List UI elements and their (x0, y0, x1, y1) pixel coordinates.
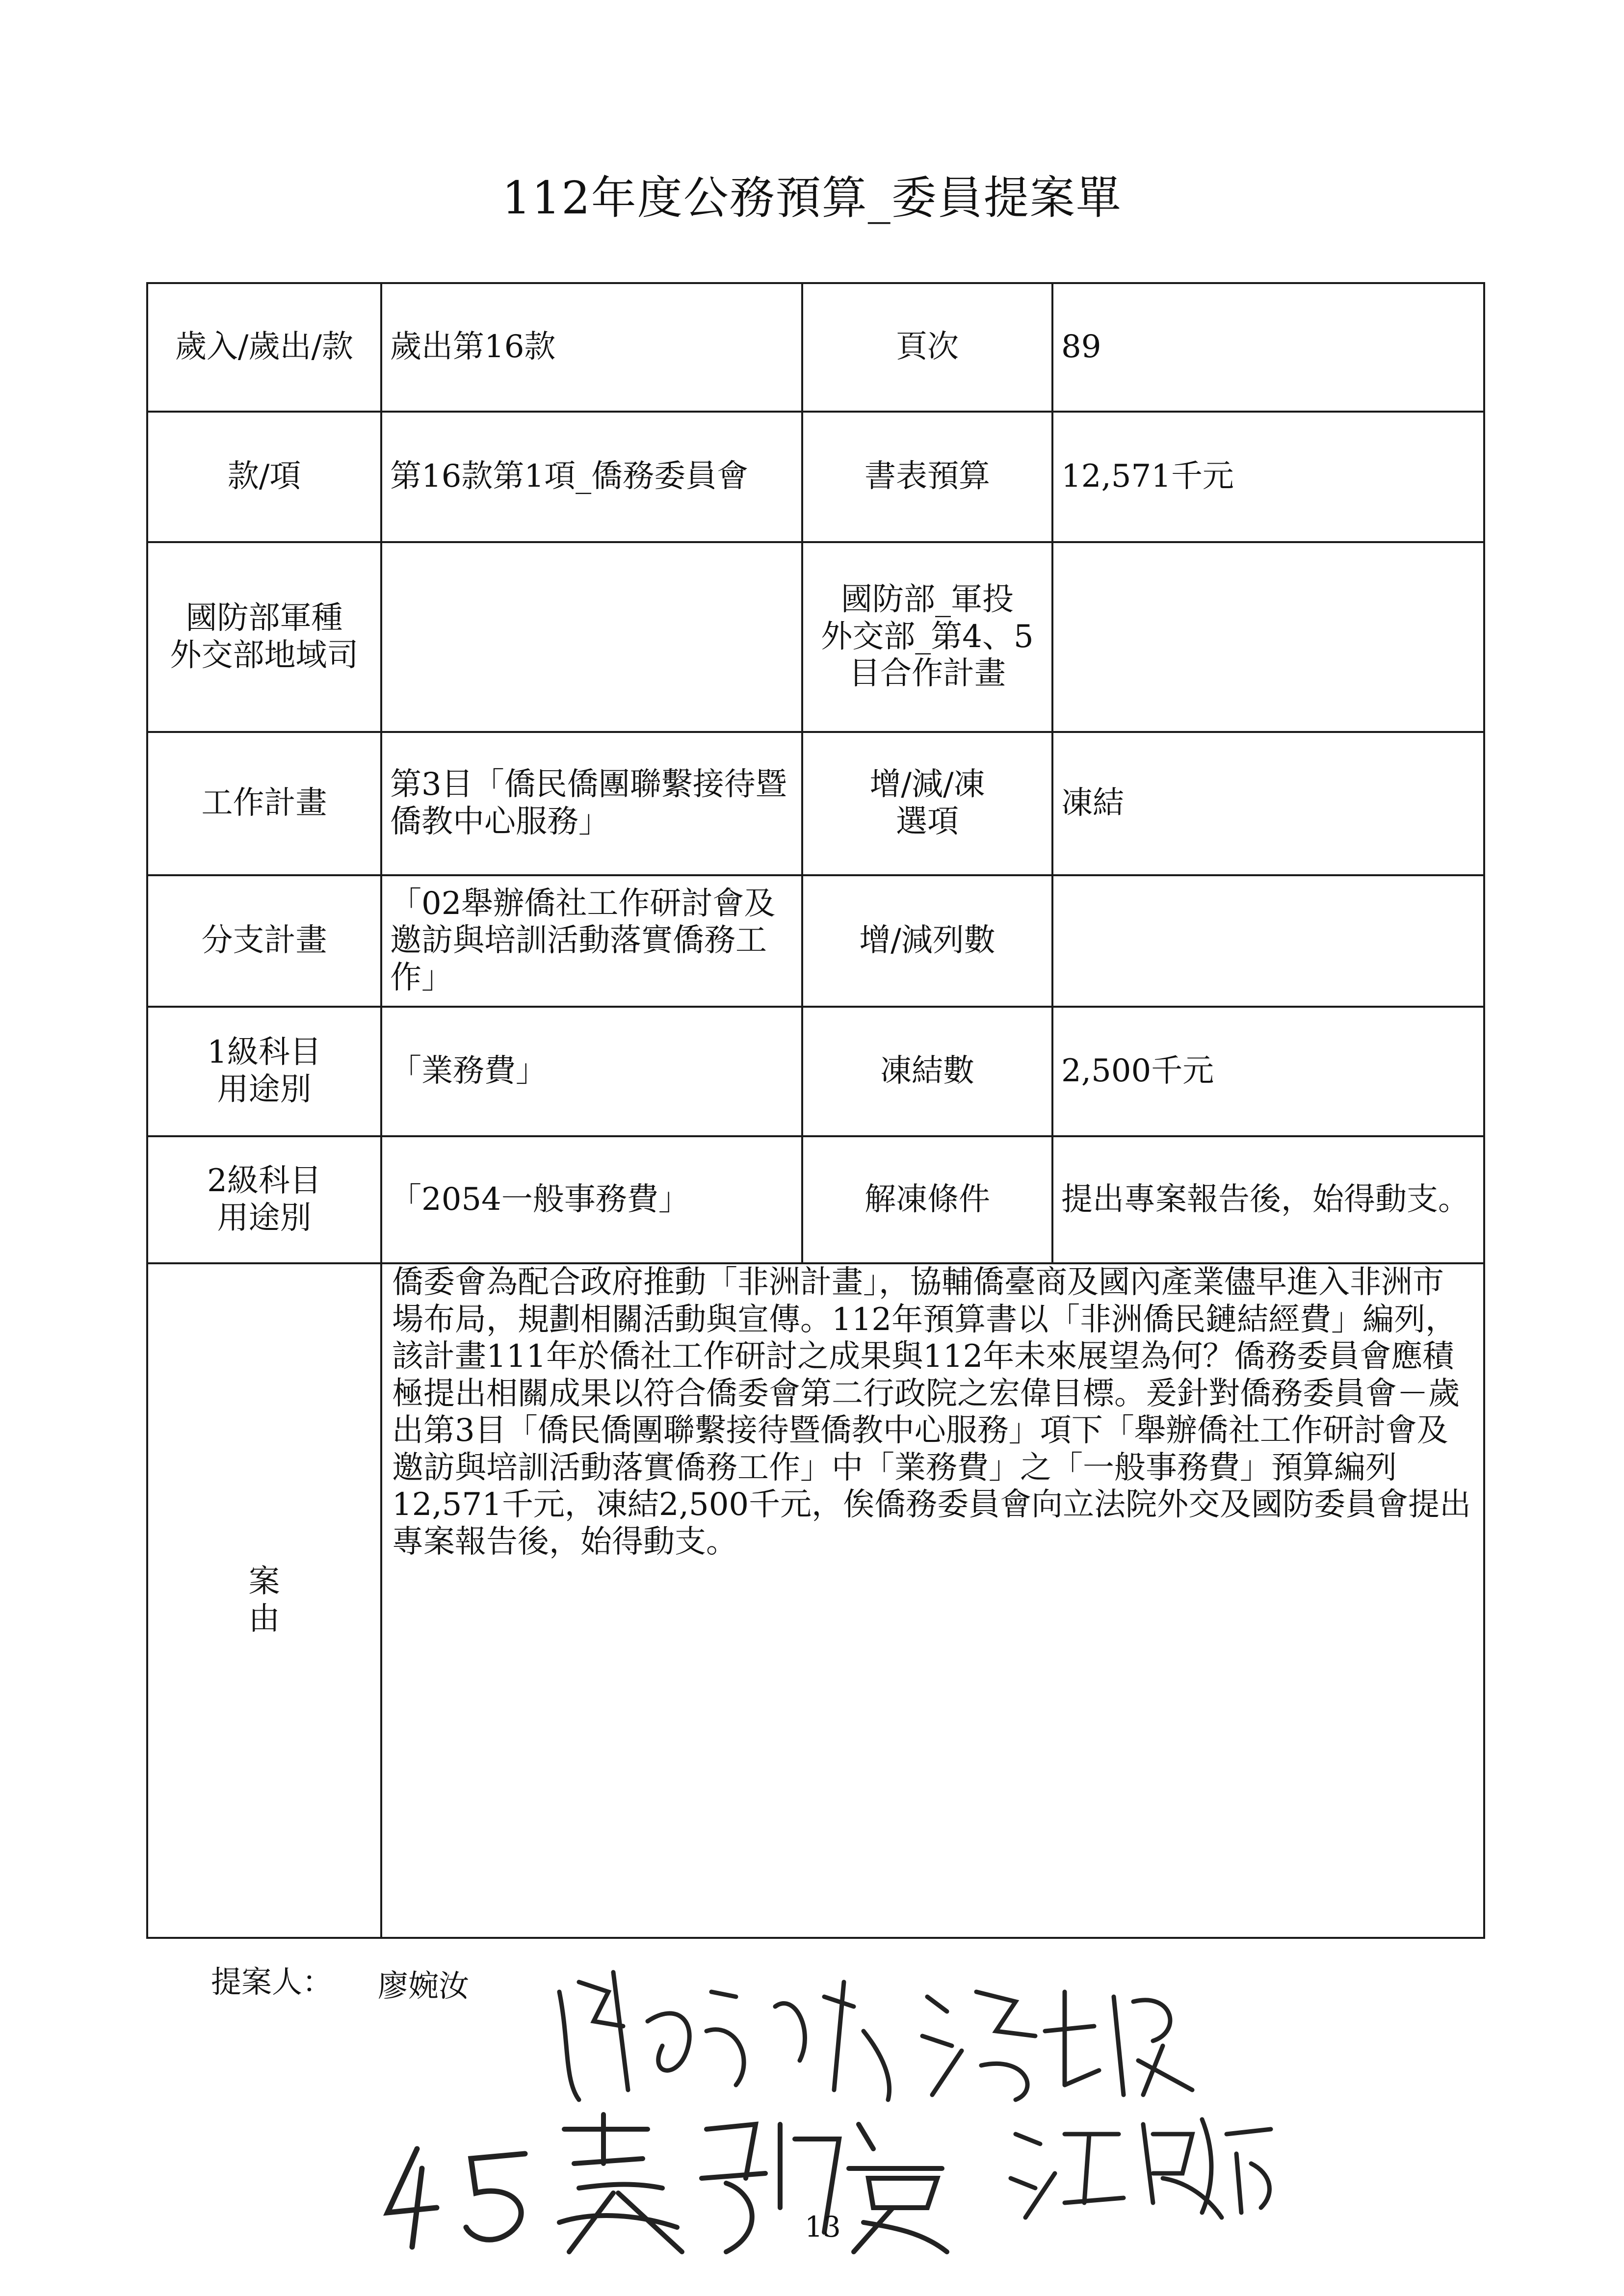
label-level2-item (147, 1136, 381, 1263)
signature-2 (917, 1972, 1202, 2105)
label-adjust-amount: 增/減列數 (802, 875, 1052, 1007)
label-level1-item (147, 1007, 381, 1136)
value-book-budget: 12,571千元 (1052, 412, 1484, 542)
value-work-plan: 第3目「僑民僑團聯繫接待暨僑教中心服務」 (381, 732, 802, 875)
value-level1-item: 「業務費」 (381, 1007, 802, 1136)
label-adjust-option (802, 732, 1052, 875)
signature-4 (1006, 2105, 1281, 2222)
value-frozen-amount: 2,500千元 (1052, 1007, 1484, 1136)
label-budget-type: 歲入/歲出/款 (147, 283, 381, 412)
label-line: 國防部_軍投 (841, 581, 1014, 618)
table-row (147, 283, 1484, 412)
signature-number (378, 2139, 554, 2252)
table-row (147, 1263, 1484, 1938)
value-military-region (381, 542, 802, 732)
table-row (147, 732, 1484, 875)
label-line: 外交部地域司 (170, 637, 359, 674)
value-budget-type: 歲出第16款 (381, 283, 802, 412)
value-level2-item: 「2054一般事務費」 (381, 1136, 802, 1263)
label-branch-plan: 分支計畫 (147, 875, 381, 1007)
label-reason: 案由 (147, 1263, 381, 1938)
value-section: 第16款第1項_僑務委員會 (381, 412, 802, 542)
label-work-plan: 工作計畫 (147, 732, 381, 875)
label-line: 1級科目 (207, 1034, 321, 1071)
table-row (147, 412, 1484, 542)
label-cooperation-plan (802, 542, 1052, 732)
value-branch-plan: 「02舉辦僑社工作研討會及邀訪與培訓活動落實僑務工作」 (381, 875, 802, 1007)
label-line: 國防部軍種 (185, 600, 343, 636)
label-section: 款/項 (147, 412, 381, 542)
label-line: 2級科目 (207, 1162, 321, 1199)
value-adjust-amount (1052, 875, 1484, 1007)
table-row (147, 1136, 1484, 1263)
value-page: 89 (1052, 283, 1484, 412)
table-row (147, 1007, 1484, 1136)
proposer-name: 廖婉汝 (378, 1968, 470, 2004)
table-row (147, 542, 1484, 732)
signature-3 (550, 2110, 952, 2257)
page-number: 13 (805, 2210, 841, 2244)
value-cooperation-plan (1052, 542, 1484, 732)
value-adjust-option: 凍結 (1052, 732, 1484, 875)
label-line: 外交部_第4、5 (821, 618, 1034, 655)
label-line: 目合作計畫 (849, 655, 1006, 692)
label-book-budget: 書表預算 (802, 412, 1052, 542)
label-page: 頁次 (802, 283, 1052, 412)
table-row (147, 875, 1484, 1007)
label-unfreeze-condition: 解凍條件 (802, 1136, 1052, 1263)
value-reason: 僑委會為配合政府推動「非洲計畫」，協輔僑臺商及國內產業儘早進入非洲市場布局，規劃相關活動與宣傳。112年預算書以「非洲僑民鏈結經費」編列，該計畫111年於僑社工作研討之成果與112年未來展望為何？僑務委員會應積極提出相關成果以符合僑委會第二行政院之宏偉目標。爰針對僑務委員會－歲出第3目「僑民僑團聯繫接待暨僑教中心服務」項下「舉辦僑社工作研討會及邀訪與培訓活動落實僑務工作」中「業務費」之「一般事務費」預算編列12,571千元，凍結2,500千元，俟僑務委員會向立法院外交及國防委員會提出專案報告後，始得動支。 (381, 1263, 1484, 1938)
signature-1 (550, 1962, 903, 2110)
page-title: 112年度公務預算_委員提案單 (502, 172, 1122, 224)
value-unfreeze-condition: 提出專案報告後，始得動支。 (1052, 1136, 1484, 1263)
label-line: 用途別 (217, 1200, 312, 1236)
label-line: 增/減/凍 (869, 766, 985, 803)
proposer-label: 提案人： (211, 1964, 333, 2000)
label-frozen-amount: 凍結數 (802, 1007, 1052, 1136)
label-military-region (147, 542, 381, 732)
proposal-form-table (146, 282, 1485, 1939)
label-line: 選項 (896, 804, 959, 840)
label-line: 用途別 (217, 1071, 312, 1108)
